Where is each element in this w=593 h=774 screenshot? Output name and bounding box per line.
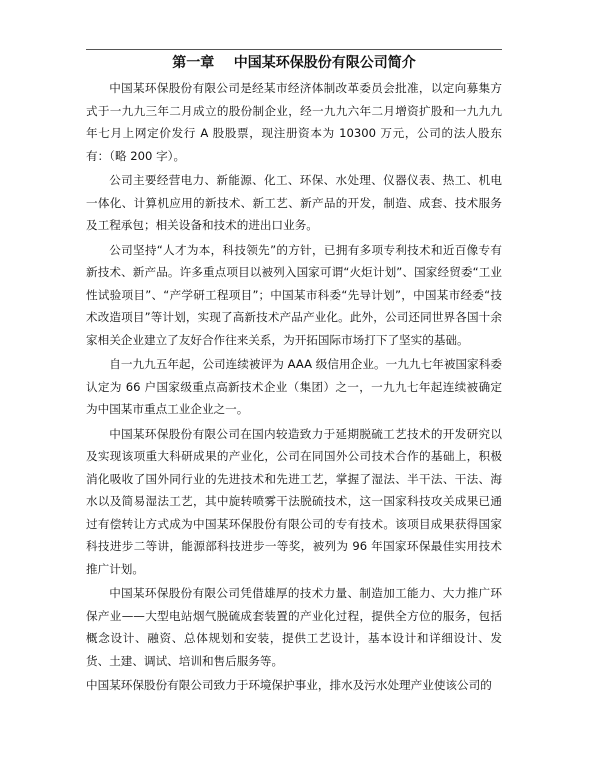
paragraph: 中国某环保股份有限公司在国内较造致力于延期脱硫工艺技术的开发研究以及实现该项重大科研成果的产业化，公司在同国外公司技术合作的基础上，积极消化吸收了国外同行业的先进技术和先进工艺，掌握了湿法、半干法、干法、海水以及简易湿法工艺，其中旋转喷雾干法脱硫技术，这一国家科技攻关成果已通过有偿转让方式成为中国某环保股份有限公司的专有技术。该项目成果获得国家科技进步二等讲，能源部科技进步一等奖，被列为 96 年国家环保最佳实用技术推广计划。	[86, 426, 502, 576]
paragraph: 中国某环保股份有限公司致力于环境保护事业，排水及污水处理产业使该公司的	[86, 678, 492, 692]
paragraph: 自一九九五年起，公司连续被评为 AAA 级信用企业。一九九七年被国家科委认定为 66 户国家级重点高新技术企业（集团）之一，一九九七年起连续被确定为中国某市重点工业企业之一。	[86, 357, 502, 416]
header-rule	[86, 49, 502, 50]
document-body	[86, 77, 502, 699]
chapter-title: 第一章 中国某环保股份有限公司简介	[172, 55, 416, 71]
paragraph: 中国某环保股份有限公司凭借雄厚的技术力量、制造加工能力、大力推广环保产业——大型电站烟气脱硫成套装置的产业化过程，提供全方位的服务，包括概念设计、融资、总体规划和安装，提供工艺设计，基本设计和详细设计、发货、土建、调试、培训和售后服务等。	[86, 586, 502, 668]
paragraph: 中国某环保股份有限公司是经某市经济体制改革委员会批准，以定向募集方式于一九九三年二月成立的股份制企业，经一九九六年二月增资扩股和一九九九年七月上网定价发行 A 股股票，现注册资本为 10300 万元，公司的法人股东有：（略 200 字）。	[86, 81, 502, 163]
paragraph: 公司坚持“人才为本，科技领先”的方针，已拥有多项专利技术和近百像专有新技术、新产品。许多重点项目以被列入国家可谓“火炬计划”、国家经贸委“工业性试验项目”、“产学研工程项目”；中国某市科委“先导计划”，中国某市经委“技术改造项目”等计划，实现了高新技术产品产业化。此外，公司还同世界各国十余家相关企业建立了友好合作往来关系，为开拓国际市场打下了坚实的基础。	[86, 242, 502, 347]
paragraph: 公司主要经营电力、新能源、化工、环保、水处理、仪器仪表、热工、机电一体化、计算机应用的新技术、新工艺、新产品的开发，制造、成套、技术服务及工程承包；相关设备和技术的进出口业务。	[86, 173, 502, 232]
